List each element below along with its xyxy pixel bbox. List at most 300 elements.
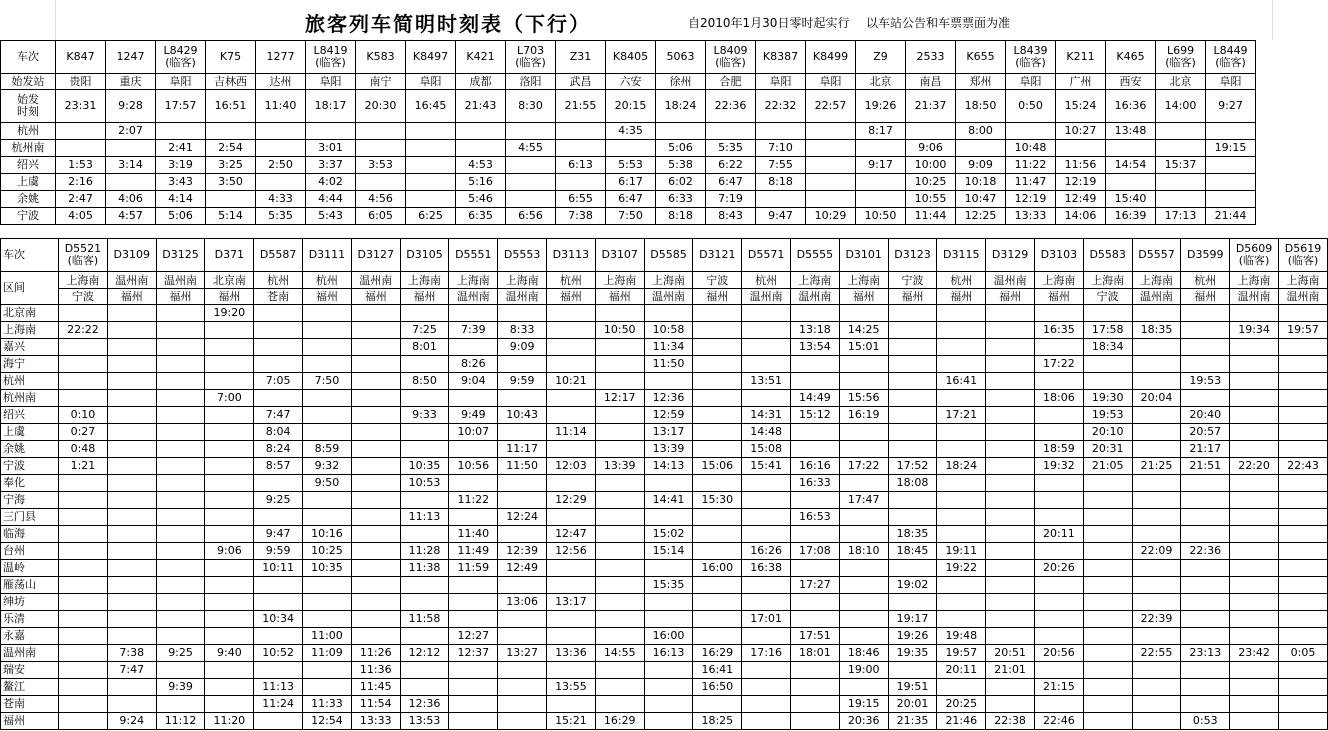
time-cell xyxy=(1181,492,1230,509)
time-cell xyxy=(791,594,840,611)
time-cell xyxy=(303,356,352,373)
station-name: 三门县 xyxy=(1,509,59,526)
section-from: 宁波 xyxy=(706,273,729,287)
long-distance-timetable xyxy=(0,40,1273,225)
time-cell xyxy=(1230,577,1279,594)
time-cell: 14:48 xyxy=(742,424,791,441)
time-cell xyxy=(406,123,456,140)
sheet-gridline xyxy=(1272,0,1273,40)
train-code: D3109 xyxy=(107,239,156,272)
time-cell xyxy=(59,492,108,509)
time-cell xyxy=(986,509,1035,526)
time-cell xyxy=(547,577,596,594)
time-cell: 3:50 xyxy=(206,174,256,191)
time-cell xyxy=(1132,509,1181,526)
time-cell xyxy=(1230,441,1279,458)
sheet-margin xyxy=(1256,140,1273,157)
station-name: 上虞 xyxy=(1,174,56,191)
time-cell xyxy=(644,475,693,492)
time-cell xyxy=(351,594,400,611)
train-code: 1277 xyxy=(256,41,306,74)
time-cell xyxy=(595,611,644,628)
time-cell xyxy=(839,594,888,611)
time-cell xyxy=(1181,339,1230,356)
time-cell: 5:46 xyxy=(456,191,506,208)
time-cell: 12:56 xyxy=(547,543,596,560)
train-label: 车次 xyxy=(1,41,56,74)
time-cell: 7:10 xyxy=(756,140,806,157)
time-cell xyxy=(1230,594,1279,611)
time-cell: 18:06 xyxy=(1034,390,1083,407)
time-cell: 16:16 xyxy=(791,458,840,475)
train-code: L8409 (临客) xyxy=(706,41,756,74)
train-section xyxy=(986,272,1035,305)
time-cell: 15:21 xyxy=(547,713,596,730)
time-cell xyxy=(106,140,156,157)
time-cell xyxy=(1056,140,1106,157)
time-cell: 14:54 xyxy=(1106,157,1156,174)
time-cell: 11:22 xyxy=(449,492,498,509)
station-row xyxy=(1,424,1328,441)
section-to: 福州 xyxy=(840,288,888,304)
time-cell xyxy=(449,594,498,611)
station-row xyxy=(1,458,1328,475)
train-section xyxy=(205,272,254,305)
time-cell xyxy=(106,174,156,191)
time-cell: 22:43 xyxy=(1278,458,1327,475)
time-cell: 20:31 xyxy=(1083,441,1132,458)
time-cell: 16:50 xyxy=(693,679,742,696)
time-cell: 7:47 xyxy=(254,407,303,424)
time-cell: 10:55 xyxy=(906,191,956,208)
time-cell xyxy=(107,322,156,339)
time-cell xyxy=(986,577,1035,594)
time-cell: 12:29 xyxy=(547,492,596,509)
time-cell: 10:43 xyxy=(498,407,547,424)
time-cell xyxy=(1278,475,1327,492)
time-cell xyxy=(791,373,840,390)
time-cell xyxy=(839,526,888,543)
section-to: 福州 xyxy=(889,288,937,304)
time-cell: 12:36 xyxy=(400,696,449,713)
station-name: 奉化 xyxy=(1,475,59,492)
time-cell xyxy=(156,407,205,424)
train-code: 5063 xyxy=(656,41,706,74)
train-code: K421 xyxy=(456,41,506,74)
time-cell: 11:00 xyxy=(303,628,352,645)
time-cell xyxy=(839,373,888,390)
train-section xyxy=(1278,272,1327,305)
time-cell: 9:17 xyxy=(856,157,906,174)
time-cell xyxy=(400,492,449,509)
section-from: 上海南 xyxy=(847,273,881,287)
time-cell xyxy=(206,123,256,140)
train-section xyxy=(254,272,303,305)
time-cell xyxy=(205,458,254,475)
time-cell: 21:25 xyxy=(1132,458,1181,475)
time-cell xyxy=(1132,577,1181,594)
time-cell: 11:34 xyxy=(644,339,693,356)
time-cell xyxy=(791,662,840,679)
time-cell xyxy=(806,191,856,208)
start-time: 18:50 xyxy=(956,90,1006,123)
time-cell xyxy=(839,509,888,526)
time-cell: 11:47 xyxy=(1006,174,1056,191)
time-cell xyxy=(107,475,156,492)
time-cell xyxy=(59,475,108,492)
start-time: 19:26 xyxy=(856,90,906,123)
station-row xyxy=(1,208,1273,225)
page-title: 旅客列车简明时刻表（下行） xyxy=(305,12,591,36)
time-cell xyxy=(756,191,806,208)
time-cell xyxy=(937,492,986,509)
time-cell: 4:33 xyxy=(256,191,306,208)
time-cell xyxy=(449,662,498,679)
origin-station: 重庆 xyxy=(106,74,156,90)
time-cell: 18:34 xyxy=(1083,339,1132,356)
time-cell xyxy=(205,441,254,458)
time-cell xyxy=(303,662,352,679)
time-cell: 20:04 xyxy=(1132,390,1181,407)
sheet-margin xyxy=(1256,208,1273,225)
time-cell xyxy=(839,679,888,696)
time-cell: 8:00 xyxy=(956,123,1006,140)
time-cell xyxy=(449,509,498,526)
train-section xyxy=(1034,272,1083,305)
time-cell xyxy=(59,662,108,679)
time-cell: 20:51 xyxy=(986,645,1035,662)
origin-label: 始发站 xyxy=(1,74,56,90)
time-cell xyxy=(547,696,596,713)
time-cell xyxy=(1230,305,1279,322)
time-cell xyxy=(449,339,498,356)
section-to: 福州 xyxy=(693,288,741,304)
time-cell: 15:30 xyxy=(693,492,742,509)
time-cell xyxy=(205,509,254,526)
station-name: 嘉兴 xyxy=(1,339,59,356)
time-cell xyxy=(1034,628,1083,645)
time-cell: 16:19 xyxy=(839,407,888,424)
origin-station: 郑州 xyxy=(956,74,1006,90)
time-cell xyxy=(1083,628,1132,645)
time-cell: 9:09 xyxy=(956,157,1006,174)
time-cell xyxy=(595,407,644,424)
station-row xyxy=(1,543,1328,560)
time-cell xyxy=(1278,305,1327,322)
emu-timetable xyxy=(0,238,1328,730)
train-section xyxy=(888,272,937,305)
time-cell xyxy=(107,339,156,356)
time-cell: 5:35 xyxy=(706,140,756,157)
time-cell xyxy=(595,441,644,458)
sheet-margin xyxy=(1256,157,1273,174)
start-time: 21:43 xyxy=(456,90,506,123)
start-time: 16:45 xyxy=(406,90,456,123)
section-from: 上海南 xyxy=(798,273,832,287)
time-cell: 18:35 xyxy=(888,526,937,543)
time-cell: 11:33 xyxy=(303,696,352,713)
time-cell xyxy=(1034,509,1083,526)
time-cell xyxy=(693,696,742,713)
time-cell xyxy=(937,679,986,696)
time-cell xyxy=(205,662,254,679)
time-cell: 21:44 xyxy=(1206,208,1256,225)
time-cell: 4:35 xyxy=(606,123,656,140)
time-cell: 15:02 xyxy=(644,526,693,543)
train-code: D5585 xyxy=(644,239,693,272)
start-time: 20:30 xyxy=(356,90,406,123)
train-section xyxy=(595,272,644,305)
time-cell xyxy=(1278,492,1327,509)
time-cell xyxy=(1034,407,1083,424)
section-to: 福州 xyxy=(1181,288,1229,304)
train-code: L8429 (临客) xyxy=(156,41,206,74)
time-cell: 2:47 xyxy=(56,191,106,208)
train-code: D5571 xyxy=(742,239,791,272)
time-cell: 13:55 xyxy=(547,679,596,696)
time-cell: 11:45 xyxy=(351,679,400,696)
time-cell xyxy=(59,356,108,373)
time-cell: 11:56 xyxy=(1056,157,1106,174)
time-cell xyxy=(693,339,742,356)
station-row xyxy=(1,662,1328,679)
time-cell xyxy=(1083,560,1132,577)
station-row xyxy=(1,305,1328,322)
time-cell xyxy=(1230,543,1279,560)
time-cell xyxy=(595,628,644,645)
time-cell: 13:36 xyxy=(547,645,596,662)
time-cell xyxy=(595,492,644,509)
section-to: 温州南 xyxy=(449,288,497,304)
time-cell xyxy=(498,356,547,373)
time-cell xyxy=(693,526,742,543)
time-cell xyxy=(351,441,400,458)
time-cell xyxy=(839,611,888,628)
origin-station: 阜阳 xyxy=(1206,74,1256,90)
time-cell: 9:59 xyxy=(498,373,547,390)
time-cell: 22:39 xyxy=(1132,611,1181,628)
time-cell: 5:35 xyxy=(256,208,306,225)
time-cell xyxy=(498,662,547,679)
time-cell xyxy=(1034,543,1083,560)
time-cell xyxy=(406,140,456,157)
time-cell: 9:25 xyxy=(254,492,303,509)
time-cell xyxy=(547,305,596,322)
time-cell: 7:38 xyxy=(556,208,606,225)
time-cell xyxy=(156,373,205,390)
time-cell xyxy=(693,305,742,322)
section-to: 宁波 xyxy=(1084,288,1132,304)
time-cell: 20:40 xyxy=(1181,407,1230,424)
time-cell: 11:22 xyxy=(1006,157,1056,174)
sheet-margin xyxy=(1256,41,1273,74)
time-cell: 14:55 xyxy=(595,645,644,662)
time-cell xyxy=(456,140,506,157)
time-cell: 19:32 xyxy=(1034,458,1083,475)
time-cell xyxy=(986,305,1035,322)
time-cell xyxy=(1230,526,1279,543)
time-cell xyxy=(1278,611,1327,628)
time-cell xyxy=(1278,407,1327,424)
train-section xyxy=(400,272,449,305)
time-cell xyxy=(742,305,791,322)
time-cell xyxy=(742,390,791,407)
time-cell xyxy=(888,509,937,526)
time-cell xyxy=(456,123,506,140)
time-cell xyxy=(937,322,986,339)
time-cell xyxy=(1132,628,1181,645)
time-cell xyxy=(547,628,596,645)
station-name: 雁荡山 xyxy=(1,577,59,594)
time-cell xyxy=(1083,662,1132,679)
time-cell xyxy=(59,696,108,713)
train-code: L703 (临客) xyxy=(506,41,556,74)
time-cell xyxy=(547,509,596,526)
station-name: 宁波 xyxy=(1,458,59,475)
origin-station: 阜阳 xyxy=(306,74,356,90)
train-section xyxy=(156,272,205,305)
train-code: D3129 xyxy=(986,239,1035,272)
time-cell: 6:22 xyxy=(706,157,756,174)
start-time: 0:50 xyxy=(1006,90,1056,123)
time-cell: 9:09 xyxy=(498,339,547,356)
time-cell xyxy=(254,475,303,492)
time-cell xyxy=(693,628,742,645)
time-cell xyxy=(449,679,498,696)
time-cell xyxy=(1132,356,1181,373)
time-cell xyxy=(1034,492,1083,509)
time-cell: 12:03 xyxy=(547,458,596,475)
section-to: 福州 xyxy=(352,288,400,304)
time-cell: 13:53 xyxy=(400,713,449,730)
section-to: 福州 xyxy=(547,288,595,304)
time-cell: 17:22 xyxy=(839,458,888,475)
time-cell xyxy=(1034,305,1083,322)
train-code: K211 xyxy=(1056,41,1106,74)
section-from: 上海南 xyxy=(505,273,539,287)
time-cell: 18:08 xyxy=(888,475,937,492)
time-cell: 2:54 xyxy=(206,140,256,157)
time-cell: 20:56 xyxy=(1034,645,1083,662)
time-cell xyxy=(107,526,156,543)
time-cell xyxy=(1083,373,1132,390)
time-cell xyxy=(986,441,1035,458)
time-cell xyxy=(1083,543,1132,560)
station-name: 海宁 xyxy=(1,356,59,373)
train-code: K655 xyxy=(956,41,1006,74)
time-cell: 3:14 xyxy=(106,157,156,174)
train-code: D3101 xyxy=(839,239,888,272)
time-cell xyxy=(742,492,791,509)
time-cell: 20:36 xyxy=(839,713,888,730)
start-time: 21:55 xyxy=(556,90,606,123)
start-time: 16:51 xyxy=(206,90,256,123)
origin-station: 成都 xyxy=(456,74,506,90)
time-cell xyxy=(254,339,303,356)
time-cell xyxy=(656,123,706,140)
time-cell: 11:54 xyxy=(351,696,400,713)
time-cell xyxy=(595,526,644,543)
time-cell xyxy=(156,458,205,475)
time-cell: 20:11 xyxy=(1034,526,1083,543)
time-cell xyxy=(888,305,937,322)
time-cell xyxy=(986,526,1035,543)
time-cell xyxy=(1181,628,1230,645)
time-cell: 11:50 xyxy=(644,356,693,373)
time-cell: 19:00 xyxy=(839,662,888,679)
time-cell: 3:01 xyxy=(306,140,356,157)
time-cell: 14:41 xyxy=(644,492,693,509)
time-cell xyxy=(107,594,156,611)
time-cell xyxy=(303,611,352,628)
time-cell xyxy=(1034,373,1083,390)
time-cell: 15:41 xyxy=(742,458,791,475)
time-cell xyxy=(59,390,108,407)
time-cell: 17:21 xyxy=(937,407,986,424)
train-section xyxy=(839,272,888,305)
section-from: 北京南 xyxy=(212,273,246,287)
time-cell xyxy=(205,424,254,441)
time-cell xyxy=(156,560,205,577)
time-cell: 5:16 xyxy=(456,174,506,191)
time-cell xyxy=(1181,305,1230,322)
time-cell xyxy=(1278,662,1327,679)
time-cell xyxy=(1034,339,1083,356)
start-time: 21:37 xyxy=(906,90,956,123)
effective-date-note: 自2010年1月30日零时起实行 xyxy=(688,16,850,30)
time-cell: 14:25 xyxy=(839,322,888,339)
section-from: 上海南 xyxy=(1139,273,1173,287)
time-cell xyxy=(791,441,840,458)
time-cell xyxy=(606,140,656,157)
time-cell xyxy=(595,339,644,356)
sheet-margin xyxy=(1256,123,1273,140)
time-cell xyxy=(303,509,352,526)
time-cell xyxy=(351,628,400,645)
time-cell xyxy=(156,594,205,611)
time-cell: 4:53 xyxy=(456,157,506,174)
time-cell xyxy=(742,594,791,611)
time-cell: 10:07 xyxy=(449,424,498,441)
time-cell xyxy=(107,696,156,713)
time-cell xyxy=(888,492,937,509)
time-cell: 6:25 xyxy=(406,208,456,225)
time-cell: 10:00 xyxy=(906,157,956,174)
time-cell xyxy=(351,526,400,543)
train-code: D3103 xyxy=(1034,239,1083,272)
station-name: 宁海 xyxy=(1,492,59,509)
time-cell xyxy=(547,611,596,628)
section-to: 温州南 xyxy=(498,288,546,304)
time-cell: 16:35 xyxy=(1034,322,1083,339)
time-cell xyxy=(107,611,156,628)
time-cell xyxy=(1278,509,1327,526)
train-section xyxy=(303,272,352,305)
time-cell xyxy=(1132,424,1181,441)
time-cell xyxy=(937,356,986,373)
time-cell xyxy=(107,441,156,458)
time-cell: 14:13 xyxy=(644,458,693,475)
station-row xyxy=(1,594,1328,611)
time-cell: 10:21 xyxy=(547,373,596,390)
time-cell xyxy=(1083,577,1132,594)
time-cell xyxy=(400,662,449,679)
section-to: 福州 xyxy=(157,288,205,304)
time-cell xyxy=(1181,475,1230,492)
section-to: 福州 xyxy=(1035,288,1083,304)
station-row xyxy=(1,475,1328,492)
train-code: K465 xyxy=(1106,41,1156,74)
